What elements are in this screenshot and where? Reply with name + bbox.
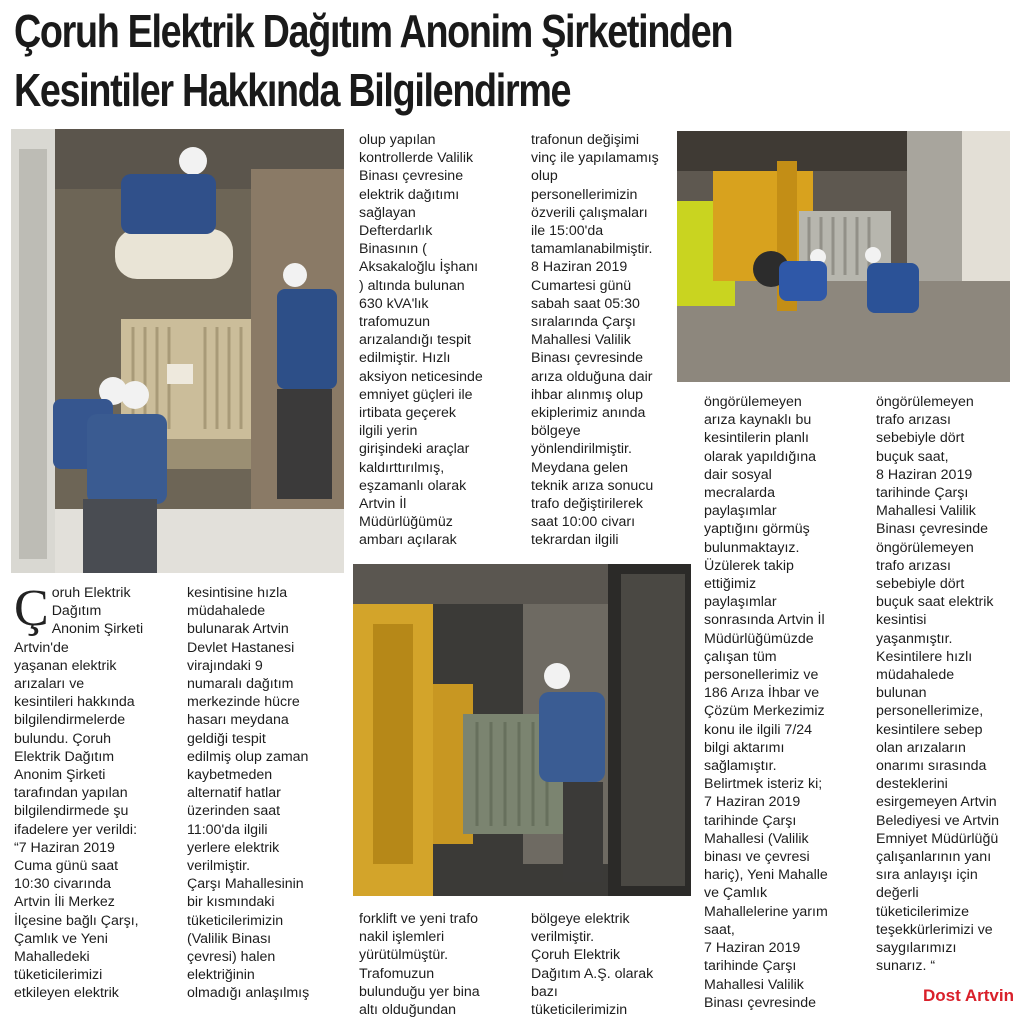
text-line: teknik arıza sonucu [531,477,654,494]
text-line: bulunmaktayız. [704,539,800,556]
text-line: öngörülemeyen [876,539,974,556]
text-line: Aksakaloğlu İşhanı [359,259,479,276]
text-line: tarihinde Çarşı [704,958,797,975]
text-line: bulundu. Çoruh [14,730,112,747]
text-line: bölgeye [531,423,581,440]
text-line: saat, [704,921,735,938]
text-line: aksiyon neticesinde [359,368,483,385]
text-line: sıra anlayışı için [876,867,978,884]
headline-line-2: Kesintiler Hakkında Bilgilendirme [14,64,571,116]
text-line: kontrollerde Valilik [359,150,474,167]
text-line: bölgeye elektrik [531,911,630,927]
text-line: Binası çevresinde [876,521,988,538]
text-line: geldiği tespit [187,730,266,747]
text-line: kesintilerin planlı [704,430,809,447]
text-line: Cuma günü saat [14,858,119,875]
text-line: Kesintilere hızlı [876,648,973,665]
text-line: bilgi aktarımı [704,739,785,756]
text-line: sebebiyle dört [876,576,965,593]
text-line: teşekkürlerimizi ve [876,921,993,938]
headline [14,2,834,120]
text-line: yürütülmüştür. [359,947,449,964]
text-line: Mahallelerine yarım [704,903,828,920]
text-line: Anonim Şirketi [14,767,106,784]
text-line: sağlayan [359,204,416,221]
text-line: öngörülemeyen [704,394,802,410]
text-line: bulunduğu yer bina [359,983,480,1000]
text-line: Anonim Şirketi [51,621,144,638]
text-line: arıza kaynaklı bu [704,412,812,429]
article-column-2 [187,584,347,1003]
text-line: bulunarak Artvin [187,621,289,638]
text-line: saat 10:00 civarı [531,514,636,531]
text-line: ekiplerimiz anında [531,405,646,422]
text-line: Binası çevresine [359,168,464,185]
article-column-6 [876,393,1016,976]
text-line: altı olduğundan [359,1002,457,1019]
text-line: Binası çevresinde [704,994,816,1011]
text-line: tüketicilerimizin [187,912,284,929]
text-line: dair sosyal [704,466,772,483]
text-line: virajındaki 9 [187,657,263,674]
text-line: çalışan tüm [704,648,777,665]
text-line: buçuk saat elektrik [876,594,994,611]
text-line: kesintisi [876,612,927,629]
text-line: Mahallesi Valilik [531,332,631,349]
article-column-5 [704,393,854,1012]
text-line: değerli [876,885,919,902]
text-line: tarafından yapılan [14,785,128,802]
text-line: paylaşımlar [704,594,777,611]
text-line: bilgilendirmede şu [14,803,129,820]
text-line: çevresi) halen [187,949,276,966]
text-line: personellerimize, [876,703,984,720]
text-line: yerlere elektrik [187,839,280,856]
photo-workers-transformer [11,129,344,573]
text-line: ) altında bulunan [359,277,465,294]
article-column-1 [14,580,180,1003]
text-line: tüketicilerimizi [14,967,103,984]
text-line: paylaşımlar [704,503,777,520]
article-column-4-bottom [531,910,681,1019]
text-line: Devlet Hastanesi [187,639,295,656]
text-line: kaldırttırılmış, [359,459,445,476]
text-line: Dağıtım A.Ş. olarak [531,965,654,982]
text-line: sıralarında Çarşı [531,314,636,331]
text-line: sunarız. “ [876,958,936,975]
text-line: mecralarda [704,485,775,502]
text-line: Mahalledeki [14,949,90,966]
text-line: personellerimiz ve [704,667,819,684]
text-line: Çarşı Mahallesinin [187,876,304,893]
source-credit: Dost Artvin [923,986,1014,1005]
text-line: numaralı dağıtım [187,676,294,693]
text-line: ihbar alınmış olup [531,386,643,403]
text-line: edilmiş olup zaman [187,748,309,765]
text-line: tekrardan ilgili [531,532,619,549]
text-line: olup yapılan [359,132,436,148]
text-line: personellerimizin [531,186,638,203]
text-line: arızaları ve [14,676,85,693]
text-line: olan arızaların [876,739,966,756]
text-line: tamamlanabilmiştir. [531,241,653,258]
text-line: trafo arızası [876,412,951,429]
text-line: 10:30 civarında [14,876,112,893]
text-line: ifadelere yer verildi: [14,821,138,838]
text-line: 630 kVA'lık [359,295,429,312]
text-line: trafo değiştirilerek [531,496,643,513]
text-line: eşzamanlı olarak [359,477,467,494]
text-line: üzerinden saat [187,803,281,820]
text-line: yaşanmıştır. [876,630,953,647]
text-line: kesintilere sebep [876,721,983,738]
text-line: Müdürlüğümüz [359,514,453,531]
text-line: Binasının ( [359,241,427,258]
text-line: kaybetmeden [187,767,273,784]
text-line: tüketicilerimize [876,903,970,920]
text-line: yaşanan elektrik [14,657,117,674]
text-line: Emniyet Müdürlüğü [876,830,999,847]
text-line: Çoruh Elektrik [531,947,621,964]
text-line: girişindeki araçlar [359,441,470,458]
text-line: hasarı meydana [187,712,289,729]
text-line: trafonun değişimi [531,132,640,148]
text-line: İlçesine bağlı Çarşı, [14,912,139,929]
text-line: Belirtmek isteriz ki; [704,776,823,793]
text-line: kesintisine hızla [187,585,288,601]
text-line: kesintileri hakkında [14,694,135,711]
text-line: Cumartesi günü [531,277,632,294]
text-line: olmadığı anlaşılmış [187,985,310,1002]
text-line: ettiğimiz [704,576,757,593]
text-line: trafomuzun [359,314,430,331]
text-line: ilgili yerin [359,423,418,440]
text-line: Belediyesi ve Artvin [876,812,1000,829]
text-line: ile 15:00'da [531,223,604,240]
text-line: bulunan [876,685,927,702]
text-line: Artvin İli Merkez [14,894,115,911]
text-line: vinç ile yapılamamış [531,150,659,167]
text-line: arıza olduğuna dair [531,368,653,385]
text-line: bilgilendirmelerde [14,712,126,729]
text-line: hariç), Yeni Mahalle [704,867,828,884]
text-line: Mahallesi (Valilik [704,830,809,847]
text-line: sonrasında Artvin İl [704,612,825,629]
drop-cap: Ç [14,580,49,637]
text-line: Dağıtım [51,603,102,620]
text-line: konu ile ilgili 7/24 [704,721,813,738]
text-line: desteklerini [876,776,948,793]
text-line: Müdürlüğümüzde [704,630,814,647]
text-line: edilmiştir. Hızlı [359,350,451,367]
text-line: Üzülerek takip [704,557,794,574]
text-line: etkileyen elektrik [14,985,119,1002]
article-column-3-top [359,131,519,550]
text-line: Mahallesi Valilik [704,976,804,993]
text-line: müdahalede [876,667,955,684]
text-line: emniyet güçleri ile [359,386,473,403]
text-line: sabah saat 05:30 [531,295,640,312]
text-line: esirgemeyen Artvin [876,794,997,811]
text-line: 8 Haziran 2019 [876,466,973,483]
text-line: binası ve çevresi [704,849,810,866]
text-line: tarihinde Çarşı [704,812,797,829]
text-line: sağlamıştır. [704,758,777,775]
text-line: Binası çevresinde [531,350,643,367]
text-line: müdahalede [187,603,266,620]
text-line: Defterdarlık [359,223,433,240]
article-column-3-bottom [359,910,521,1019]
text-line: olup [531,168,558,185]
text-line: sebebiyle dört [876,430,965,447]
text-line: (Valilik Binası [187,930,272,947]
text-line: 7 Haziran 2019 [704,940,801,957]
text-line: Artvin İl [359,496,407,513]
text-line: özverili çalışmaları [531,204,648,221]
photo-worker-transformer-room [353,564,691,896]
text-line: bir kısmındaki [187,894,275,911]
text-line: Mahallesi Valilik [876,503,976,520]
text-line: tüketicilerimizin [531,1002,628,1019]
text-line: Çamlık ve Yeni [14,930,108,947]
text-line: arızalandığı tespit [359,332,471,349]
text-line: elektriğinin [187,967,255,984]
text-line: alternatif hatlar [187,785,281,802]
text-line: forklift ve yeni trafo [359,911,479,927]
text-line: yaptığını görmüş [704,521,810,538]
photo-forklift-transformer [677,131,1010,382]
text-line: nakil işlemleri [359,929,445,946]
text-line: trafo arızası [876,557,951,574]
text-line: irtibata geçerek [359,405,456,422]
text-line: 11:00'da ilgili [187,821,268,838]
text-line: olarak yapıldığına [704,448,816,465]
text-line: oruh Elektrik [51,585,131,601]
text-line: merkezinde hücre [187,694,300,711]
text-line: “7 Haziran 2019 [14,839,115,856]
text-line: Artvin'de [14,639,69,656]
article-column-4-top [531,131,673,550]
text-line: çalışanlarının yanı [876,849,992,866]
text-line: saygılarımızı [876,940,957,957]
headline-line-1: Çoruh Elektrik Dağıtım Anonim Şirketinden [14,5,733,57]
text-line: ambarı açılarak [359,532,457,549]
text-line: Çözüm Merkezimiz [704,703,825,720]
text-line: yönlendirilmiştir. [531,441,632,458]
text-line: 186 Arıza İhbar ve [704,685,820,702]
text-line: 8 Haziran 2019 [531,259,628,276]
text-line: tarihinde Çarşı [876,485,969,502]
text-line: Meydana gelen [531,459,629,476]
text-line: verilmiştir. [531,929,595,946]
text-line: ve Çamlık [704,885,768,902]
text-line: onarımı sırasında [876,758,987,775]
text-line: elektrik dağıtımı [359,186,460,203]
text-line: 7 Haziran 2019 [704,794,801,811]
text-line: verilmiştir. [187,858,251,875]
text-line: Elektrik Dağıtım [14,748,115,765]
text-line: buçuk saat, [876,448,949,465]
text-line: Trafomuzun [359,965,435,982]
text-line: öngörülemeyen [876,394,974,410]
text-line: bazı [531,983,558,1000]
